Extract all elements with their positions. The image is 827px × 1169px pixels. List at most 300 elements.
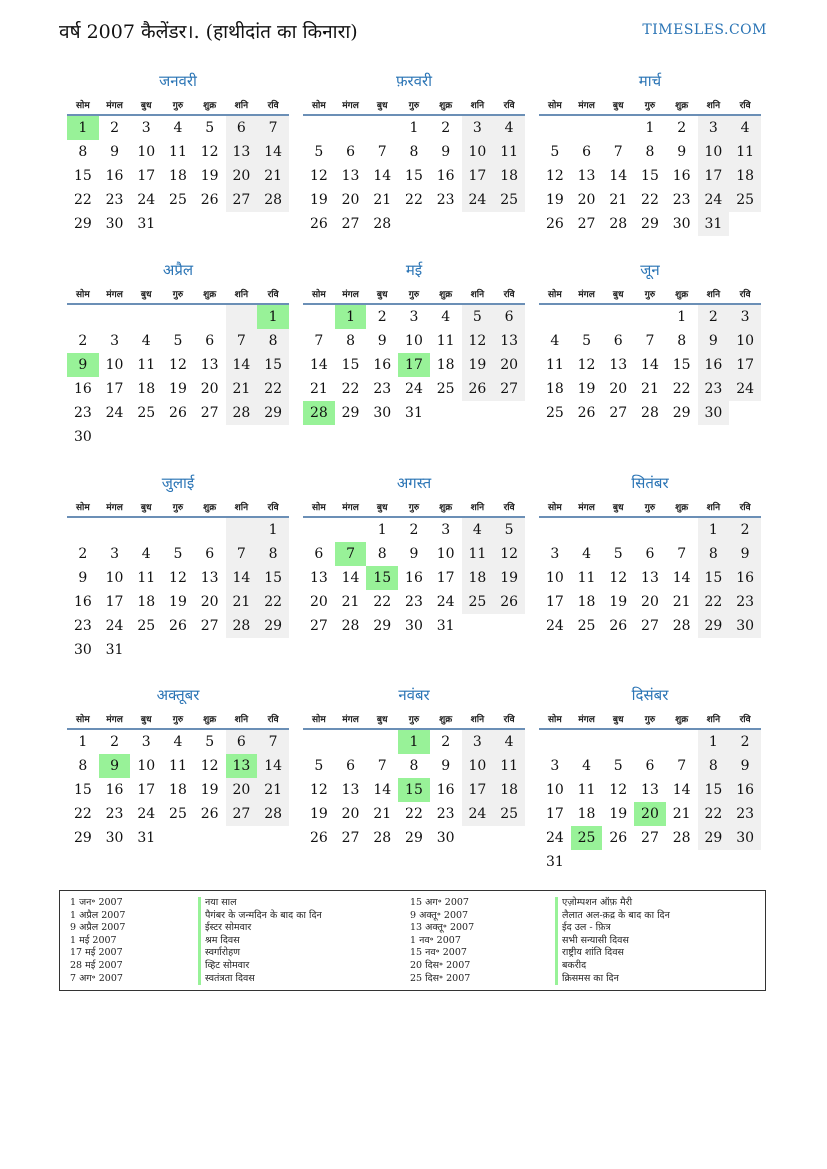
day-cell[interactable]: 11 bbox=[493, 754, 525, 778]
day-cell[interactable]: 25 bbox=[169, 806, 187, 822]
day-cell[interactable]: 26 bbox=[609, 618, 628, 634]
day-cell[interactable]: 15 bbox=[341, 357, 360, 373]
day-cell[interactable]: 23 bbox=[105, 192, 124, 208]
day-cell[interactable]: 24 bbox=[436, 594, 455, 610]
day-cell[interactable]: 28 bbox=[672, 830, 691, 846]
day-cell[interactable]: 16 bbox=[729, 778, 761, 802]
day-cell[interactable]: 6 bbox=[582, 144, 592, 160]
day-cell[interactable]: 29 bbox=[698, 614, 730, 638]
day-cell[interactable]: 7 bbox=[314, 333, 324, 349]
day-cell[interactable]: 26 bbox=[169, 618, 187, 634]
day-cell[interactable]: 27 bbox=[226, 802, 258, 826]
day-cell[interactable]: 26 bbox=[200, 806, 219, 822]
day-cell[interactable]: 22 bbox=[373, 594, 392, 610]
day-cell[interactable]: 26 bbox=[169, 405, 187, 421]
day-cell[interactable]: 21 bbox=[672, 806, 691, 822]
day-cell[interactable]: 31 bbox=[137, 216, 156, 232]
day-cell[interactable]: 13 bbox=[341, 782, 360, 798]
day-cell[interactable]: 1 bbox=[335, 304, 367, 329]
day-cell[interactable]: 4 bbox=[441, 309, 451, 325]
day-cell[interactable]: 16 bbox=[373, 357, 392, 373]
day-cell[interactable]: 20 bbox=[609, 381, 628, 397]
day-cell[interactable]: 11 bbox=[577, 570, 596, 586]
day-cell[interactable]: 24 bbox=[105, 405, 124, 421]
day-cell[interactable]: 13 bbox=[641, 570, 659, 586]
day-cell[interactable]: 17 bbox=[137, 782, 156, 798]
day-cell[interactable]: 6 bbox=[645, 546, 655, 562]
day-cell[interactable]: 19 bbox=[493, 566, 525, 590]
day-cell[interactable]: 1 bbox=[377, 522, 387, 538]
day-cell[interactable]: 17 bbox=[462, 164, 494, 188]
day-cell[interactable]: 14 bbox=[257, 140, 289, 164]
day-cell[interactable]: 12 bbox=[609, 782, 628, 798]
day-cell[interactable]: 22 bbox=[698, 802, 730, 826]
day-cell[interactable]: 1 bbox=[257, 517, 289, 542]
day-cell[interactable]: 8 bbox=[645, 144, 655, 160]
day-cell[interactable]: 26 bbox=[577, 405, 596, 421]
day-cell[interactable]: 8 bbox=[257, 542, 289, 566]
day-cell[interactable]: 22 bbox=[73, 192, 92, 208]
day-cell[interactable]: 14 bbox=[672, 782, 691, 798]
day-cell[interactable]: 10 bbox=[105, 357, 124, 373]
day-cell[interactable]: 5 bbox=[173, 333, 183, 349]
day-cell[interactable]: 15 bbox=[257, 566, 289, 590]
day-cell[interactable]: 6 bbox=[314, 546, 324, 562]
day-cell[interactable]: 10 bbox=[436, 546, 455, 562]
day-cell[interactable]: 19 bbox=[609, 806, 628, 822]
day-cell[interactable]: 23 bbox=[73, 405, 92, 421]
day-cell[interactable]: 9 bbox=[729, 542, 761, 566]
day-cell[interactable]: 5 bbox=[314, 758, 324, 774]
day-cell[interactable]: 5 bbox=[205, 734, 215, 750]
day-cell[interactable]: 7 bbox=[377, 144, 387, 160]
day-cell[interactable]: 31 bbox=[698, 212, 730, 236]
day-cell[interactable]: 26 bbox=[493, 590, 525, 614]
day-cell[interactable]: 26 bbox=[309, 216, 328, 232]
day-cell[interactable]: 18 bbox=[729, 164, 761, 188]
day-cell[interactable]: 23 bbox=[672, 192, 691, 208]
day-cell[interactable]: 10 bbox=[405, 333, 423, 349]
day-cell[interactable]: 24 bbox=[137, 192, 156, 208]
day-cell[interactable]: 24 bbox=[545, 618, 564, 634]
day-cell[interactable]: 7 bbox=[613, 144, 623, 160]
day-cell[interactable]: 25 bbox=[462, 590, 494, 614]
day-cell[interactable]: 15 bbox=[641, 168, 659, 184]
day-cell[interactable]: 14 bbox=[257, 754, 289, 778]
day-cell[interactable]: 7 bbox=[645, 333, 655, 349]
day-cell[interactable]: 18 bbox=[169, 168, 187, 184]
day-cell[interactable]: 1 bbox=[645, 120, 655, 136]
day-cell[interactable]: 5 bbox=[314, 144, 324, 160]
brand-logo-text[interactable]: TIMESLES.COM bbox=[642, 22, 767, 38]
day-cell[interactable]: 27 bbox=[341, 830, 360, 846]
day-cell[interactable]: 30 bbox=[73, 429, 92, 445]
day-cell[interactable]: 19 bbox=[200, 168, 219, 184]
day-cell[interactable]: 8 bbox=[78, 144, 88, 160]
day-cell[interactable]: 29 bbox=[405, 830, 423, 846]
day-cell[interactable]: 3 bbox=[550, 546, 560, 562]
day-cell[interactable]: 25 bbox=[169, 192, 187, 208]
day-cell[interactable]: 2 bbox=[78, 333, 88, 349]
day-cell[interactable]: 21 bbox=[257, 164, 289, 188]
day-cell[interactable]: 13 bbox=[609, 357, 628, 373]
day-cell[interactable]: 16 bbox=[672, 168, 691, 184]
day-cell[interactable]: 18 bbox=[493, 778, 525, 802]
day-cell[interactable]: 3 bbox=[550, 758, 560, 774]
day-cell[interactable]: 5 bbox=[613, 546, 623, 562]
day-cell[interactable]: 24 bbox=[729, 377, 761, 401]
day-cell[interactable]: 26 bbox=[309, 830, 328, 846]
day-cell[interactable]: 11 bbox=[169, 144, 187, 160]
day-cell[interactable]: 6 bbox=[226, 115, 258, 140]
day-cell[interactable]: 15 bbox=[398, 778, 430, 802]
day-cell[interactable]: 9 bbox=[67, 353, 99, 377]
day-cell[interactable]: 13 bbox=[493, 329, 525, 353]
day-cell[interactable]: 22 bbox=[341, 381, 360, 397]
day-cell[interactable]: 23 bbox=[373, 381, 392, 397]
day-cell[interactable]: 27 bbox=[309, 618, 328, 634]
day-cell[interactable]: 18 bbox=[493, 164, 525, 188]
day-cell[interactable]: 19 bbox=[609, 594, 628, 610]
day-cell[interactable]: 1 bbox=[78, 734, 88, 750]
day-cell[interactable]: 4 bbox=[173, 120, 183, 136]
day-cell[interactable]: 19 bbox=[200, 782, 219, 798]
day-cell[interactable]: 2 bbox=[377, 309, 387, 325]
day-cell[interactable]: 10 bbox=[545, 570, 564, 586]
day-cell[interactable]: 12 bbox=[200, 144, 219, 160]
day-cell[interactable]: 15 bbox=[73, 782, 92, 798]
day-cell[interactable]: 9 bbox=[78, 570, 88, 586]
day-cell[interactable]: 12 bbox=[462, 329, 494, 353]
day-cell[interactable]: 29 bbox=[698, 826, 730, 850]
day-cell[interactable]: 1 bbox=[409, 120, 419, 136]
day-cell[interactable]: 7 bbox=[226, 542, 258, 566]
day-cell[interactable]: 25 bbox=[493, 802, 525, 826]
day-cell[interactable]: 2 bbox=[78, 546, 88, 562]
day-cell[interactable]: 15 bbox=[257, 353, 289, 377]
day-cell[interactable]: 6 bbox=[205, 333, 215, 349]
day-cell[interactable]: 10 bbox=[462, 140, 494, 164]
day-cell[interactable]: 30 bbox=[405, 618, 423, 634]
day-cell[interactable]: 2 bbox=[110, 120, 120, 136]
day-cell[interactable]: 14 bbox=[309, 357, 328, 373]
day-cell[interactable]: 19 bbox=[577, 381, 596, 397]
day-cell[interactable]: 14 bbox=[226, 566, 258, 590]
day-cell[interactable]: 19 bbox=[545, 192, 564, 208]
day-cell[interactable]: 10 bbox=[698, 140, 730, 164]
day-cell[interactable]: 29 bbox=[73, 830, 92, 846]
day-cell[interactable]: 27 bbox=[226, 188, 258, 212]
day-cell[interactable]: 14 bbox=[609, 168, 628, 184]
day-cell[interactable]: 9 bbox=[99, 754, 131, 778]
day-cell[interactable]: 5 bbox=[550, 144, 560, 160]
day-cell[interactable]: 15 bbox=[405, 168, 423, 184]
day-cell[interactable]: 16 bbox=[73, 381, 92, 397]
day-cell[interactable]: 14 bbox=[672, 570, 691, 586]
day-cell[interactable]: 9 bbox=[110, 144, 120, 160]
day-cell[interactable]: 8 bbox=[257, 329, 289, 353]
day-cell[interactable]: 15 bbox=[73, 168, 92, 184]
day-cell[interactable]: 22 bbox=[672, 381, 691, 397]
day-cell[interactable]: 10 bbox=[462, 754, 494, 778]
day-cell[interactable]: 25 bbox=[137, 405, 156, 421]
day-cell[interactable]: 28 bbox=[341, 618, 360, 634]
day-cell[interactable]: 3 bbox=[110, 546, 120, 562]
day-cell[interactable]: 24 bbox=[462, 802, 494, 826]
day-cell[interactable]: 11 bbox=[137, 570, 156, 586]
day-cell[interactable]: 5 bbox=[493, 517, 525, 542]
day-cell[interactable]: 26 bbox=[545, 216, 564, 232]
day-cell[interactable]: 23 bbox=[436, 192, 455, 208]
day-cell[interactable]: 21 bbox=[309, 381, 328, 397]
day-cell[interactable]: 12 bbox=[309, 782, 328, 798]
day-cell[interactable]: 11 bbox=[462, 542, 494, 566]
day-cell[interactable]: 19 bbox=[309, 806, 328, 822]
day-cell[interactable]: 7 bbox=[377, 758, 387, 774]
day-cell[interactable]: 22 bbox=[257, 377, 289, 401]
day-cell[interactable]: 23 bbox=[105, 806, 124, 822]
day-cell[interactable]: 2 bbox=[677, 120, 687, 136]
day-cell[interactable]: 6 bbox=[205, 546, 215, 562]
day-cell[interactable]: 16 bbox=[105, 782, 124, 798]
day-cell[interactable]: 17 bbox=[436, 570, 455, 586]
day-cell[interactable]: 24 bbox=[698, 188, 730, 212]
day-cell[interactable]: 17 bbox=[398, 353, 430, 377]
day-cell[interactable]: 18 bbox=[137, 381, 156, 397]
day-cell[interactable]: 20 bbox=[577, 192, 596, 208]
day-cell[interactable]: 7 bbox=[677, 758, 687, 774]
day-cell[interactable]: 18 bbox=[577, 806, 596, 822]
day-cell[interactable]: 22 bbox=[405, 192, 423, 208]
day-cell[interactable]: 20 bbox=[341, 192, 360, 208]
day-cell[interactable]: 30 bbox=[672, 216, 691, 232]
day-cell[interactable]: 11 bbox=[137, 357, 156, 373]
day-cell[interactable]: 9 bbox=[409, 546, 419, 562]
day-cell[interactable]: 17 bbox=[105, 381, 124, 397]
day-cell[interactable]: 9 bbox=[729, 754, 761, 778]
day-cell[interactable]: 19 bbox=[309, 192, 328, 208]
day-cell[interactable]: 20 bbox=[200, 381, 219, 397]
day-cell[interactable]: 6 bbox=[613, 333, 623, 349]
day-cell[interactable]: 25 bbox=[577, 618, 596, 634]
day-cell[interactable]: 15 bbox=[698, 778, 730, 802]
day-cell[interactable]: 27 bbox=[493, 377, 525, 401]
day-cell[interactable]: 25 bbox=[137, 618, 156, 634]
day-cell[interactable]: 21 bbox=[226, 377, 258, 401]
day-cell[interactable]: 18 bbox=[577, 594, 596, 610]
day-cell[interactable]: 18 bbox=[436, 357, 455, 373]
day-cell[interactable]: 5 bbox=[205, 120, 215, 136]
day-cell[interactable]: 16 bbox=[73, 594, 92, 610]
day-cell[interactable]: 3 bbox=[110, 333, 120, 349]
day-cell[interactable]: 3 bbox=[141, 734, 151, 750]
day-cell[interactable]: 28 bbox=[672, 618, 691, 634]
day-cell[interactable]: 3 bbox=[409, 309, 419, 325]
day-cell[interactable]: 17 bbox=[462, 778, 494, 802]
day-cell[interactable]: 11 bbox=[729, 140, 761, 164]
day-cell[interactable]: 8 bbox=[377, 546, 387, 562]
day-cell[interactable]: 23 bbox=[698, 377, 730, 401]
day-cell[interactable]: 16 bbox=[698, 353, 730, 377]
day-cell[interactable]: 19 bbox=[169, 594, 187, 610]
day-cell[interactable]: 28 bbox=[226, 401, 258, 425]
day-cell[interactable]: 19 bbox=[169, 381, 187, 397]
day-cell[interactable]: 4 bbox=[550, 333, 560, 349]
day-cell[interactable]: 12 bbox=[609, 570, 628, 586]
day-cell[interactable]: 20 bbox=[341, 806, 360, 822]
day-cell[interactable]: 27 bbox=[200, 618, 219, 634]
day-cell[interactable]: 16 bbox=[105, 168, 124, 184]
day-cell[interactable]: 3 bbox=[462, 115, 494, 140]
day-cell[interactable]: 18 bbox=[169, 782, 187, 798]
day-cell[interactable]: 14 bbox=[373, 782, 392, 798]
day-cell[interactable]: 3 bbox=[441, 522, 451, 538]
day-cell[interactable]: 12 bbox=[493, 542, 525, 566]
day-cell[interactable]: 21 bbox=[257, 778, 289, 802]
day-cell[interactable]: 15 bbox=[698, 566, 730, 590]
day-cell[interactable]: 29 bbox=[341, 405, 360, 421]
day-cell[interactable]: 25 bbox=[436, 381, 455, 397]
day-cell[interactable]: 9 bbox=[698, 329, 730, 353]
day-cell[interactable]: 12 bbox=[577, 357, 596, 373]
day-cell[interactable]: 28 bbox=[226, 614, 258, 638]
day-cell[interactable]: 31 bbox=[105, 642, 124, 658]
day-cell[interactable]: 22 bbox=[257, 590, 289, 614]
day-cell[interactable]: 19 bbox=[462, 353, 494, 377]
day-cell[interactable]: 30 bbox=[73, 642, 92, 658]
day-cell[interactable]: 31 bbox=[545, 854, 564, 870]
day-cell[interactable]: 20 bbox=[226, 164, 258, 188]
day-cell[interactable]: 29 bbox=[257, 614, 289, 638]
day-cell[interactable]: 1 bbox=[398, 729, 430, 754]
day-cell[interactable]: 13 bbox=[200, 570, 219, 586]
day-cell[interactable]: 21 bbox=[226, 590, 258, 614]
day-cell[interactable]: 26 bbox=[609, 830, 628, 846]
day-cell[interactable]: 29 bbox=[641, 216, 659, 232]
day-cell[interactable]: 18 bbox=[462, 566, 494, 590]
day-cell[interactable]: 17 bbox=[105, 594, 124, 610]
day-cell[interactable]: 31 bbox=[405, 405, 423, 421]
day-cell[interactable]: 13 bbox=[641, 782, 659, 798]
day-cell[interactable]: 10 bbox=[729, 329, 761, 353]
day-cell[interactable]: 8 bbox=[409, 758, 419, 774]
day-cell[interactable]: 8 bbox=[409, 144, 419, 160]
day-cell[interactable]: 27 bbox=[641, 830, 659, 846]
day-cell[interactable]: 25 bbox=[571, 826, 603, 850]
day-cell[interactable]: 4 bbox=[582, 758, 592, 774]
day-cell[interactable]: 20 bbox=[226, 778, 258, 802]
day-cell[interactable]: 28 bbox=[641, 405, 659, 421]
day-cell[interactable]: 4 bbox=[493, 115, 525, 140]
day-cell[interactable]: 9 bbox=[377, 333, 387, 349]
day-cell[interactable]: 17 bbox=[545, 594, 564, 610]
day-cell[interactable]: 30 bbox=[105, 216, 124, 232]
day-cell[interactable]: 2 bbox=[441, 120, 451, 136]
day-cell[interactable]: 21 bbox=[373, 192, 392, 208]
day-cell[interactable]: 16 bbox=[729, 566, 761, 590]
day-cell[interactable]: 20 bbox=[493, 353, 525, 377]
day-cell[interactable]: 29 bbox=[73, 216, 92, 232]
day-cell[interactable]: 22 bbox=[405, 806, 423, 822]
day-cell[interactable]: 9 bbox=[441, 758, 451, 774]
day-cell[interactable]: 3 bbox=[462, 729, 494, 754]
day-cell[interactable]: 1 bbox=[677, 309, 687, 325]
day-cell[interactable]: 27 bbox=[200, 405, 219, 421]
day-cell[interactable]: 28 bbox=[373, 830, 392, 846]
day-cell[interactable]: 24 bbox=[405, 381, 423, 397]
day-cell[interactable]: 23 bbox=[73, 618, 92, 634]
day-cell[interactable]: 28 bbox=[373, 216, 392, 232]
day-cell[interactable]: 6 bbox=[645, 758, 655, 774]
day-cell[interactable]: 21 bbox=[341, 594, 360, 610]
day-cell[interactable]: 30 bbox=[105, 830, 124, 846]
day-cell[interactable]: 26 bbox=[200, 192, 219, 208]
day-cell[interactable]: 29 bbox=[672, 405, 691, 421]
day-cell[interactable]: 11 bbox=[545, 357, 564, 373]
day-cell[interactable]: 8 bbox=[78, 758, 88, 774]
day-cell[interactable]: 13 bbox=[309, 570, 328, 586]
day-cell[interactable]: 13 bbox=[226, 140, 258, 164]
day-cell[interactable]: 7 bbox=[335, 542, 367, 566]
day-cell[interactable]: 14 bbox=[341, 570, 360, 586]
day-cell[interactable]: 10 bbox=[137, 758, 156, 774]
day-cell[interactable]: 5 bbox=[462, 304, 494, 329]
day-cell[interactable]: 17 bbox=[698, 164, 730, 188]
day-cell[interactable]: 17 bbox=[137, 168, 156, 184]
day-cell[interactable]: 22 bbox=[698, 590, 730, 614]
day-cell[interactable]: 24 bbox=[462, 188, 494, 212]
day-cell[interactable]: 9 bbox=[677, 144, 687, 160]
day-cell[interactable]: 27 bbox=[577, 216, 596, 232]
day-cell[interactable]: 21 bbox=[373, 806, 392, 822]
day-cell[interactable]: 18 bbox=[545, 381, 564, 397]
day-cell[interactable]: 24 bbox=[137, 806, 156, 822]
day-cell[interactable]: 13 bbox=[577, 168, 596, 184]
day-cell[interactable]: 20 bbox=[309, 594, 328, 610]
day-cell[interactable]: 1 bbox=[257, 304, 289, 329]
day-cell[interactable]: 1 bbox=[698, 729, 730, 754]
day-cell[interactable]: 9 bbox=[441, 144, 451, 160]
day-cell[interactable]: 2 bbox=[698, 304, 730, 329]
day-cell[interactable]: 25 bbox=[729, 188, 761, 212]
day-cell[interactable]: 6 bbox=[493, 304, 525, 329]
day-cell[interactable]: 8 bbox=[677, 333, 687, 349]
day-cell[interactable]: 28 bbox=[303, 401, 335, 425]
day-cell[interactable]: 17 bbox=[729, 353, 761, 377]
day-cell[interactable]: 14 bbox=[641, 357, 659, 373]
day-cell[interactable]: 21 bbox=[672, 594, 691, 610]
day-cell[interactable]: 14 bbox=[226, 353, 258, 377]
day-cell[interactable]: 2 bbox=[409, 522, 419, 538]
day-cell[interactable]: 2 bbox=[441, 734, 451, 750]
day-cell[interactable]: 24 bbox=[105, 618, 124, 634]
day-cell[interactable]: 25 bbox=[493, 188, 525, 212]
day-cell[interactable]: 16 bbox=[436, 782, 455, 798]
day-cell[interactable]: 17 bbox=[545, 806, 564, 822]
day-cell[interactable]: 27 bbox=[609, 405, 628, 421]
day-cell[interactable]: 16 bbox=[436, 168, 455, 184]
day-cell[interactable]: 23 bbox=[729, 802, 761, 826]
day-cell[interactable]: 3 bbox=[729, 304, 761, 329]
day-cell[interactable]: 2 bbox=[729, 729, 761, 754]
day-cell[interactable]: 22 bbox=[73, 806, 92, 822]
day-cell[interactable]: 22 bbox=[641, 192, 659, 208]
day-cell[interactable]: 5 bbox=[582, 333, 592, 349]
day-cell[interactable]: 28 bbox=[609, 216, 628, 232]
day-cell[interactable]: 25 bbox=[545, 405, 564, 421]
day-cell[interactable]: 20 bbox=[200, 594, 219, 610]
day-cell[interactable]: 31 bbox=[436, 618, 455, 634]
